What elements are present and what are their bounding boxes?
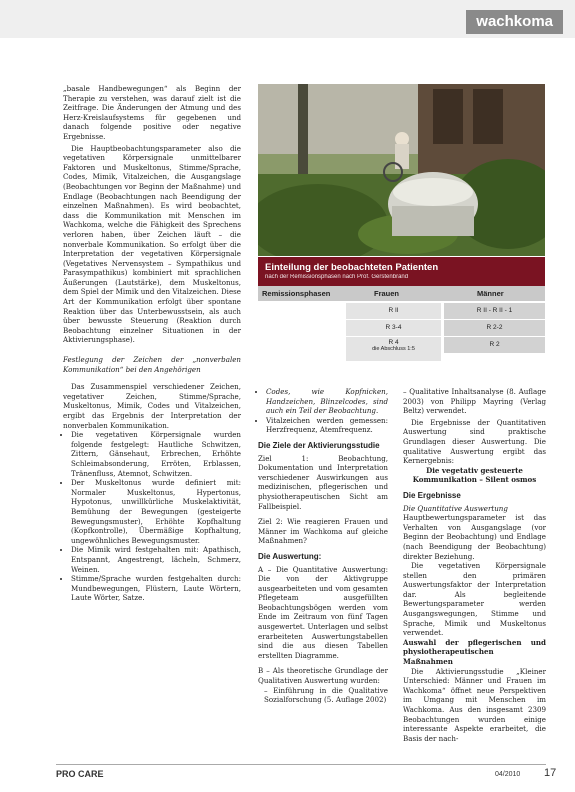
column-header-phase: Remissionsphasen — [262, 289, 331, 298]
table-row — [258, 337, 545, 359]
table-title: Einteilung der beobachteten Patienten — [265, 262, 439, 273]
footer-brand: PRO CARE — [56, 769, 104, 779]
subheading: Die Quantitative Auswertung — [403, 503, 508, 513]
column-header-men: Männer — [477, 289, 504, 298]
table-footnote: die Abschluss 1:5 — [372, 346, 415, 352]
list-item: • Vitalzeichen werden gemessen: Herzfrequenz, Atemfrequenz. — [266, 416, 388, 435]
section-heading: Die Auswertung: — [258, 551, 322, 561]
section-heading: Die Ziele der Aktivierungsstudie — [258, 440, 380, 450]
paragraph: B – Als theoretische Grundlage der Qualitativen Auswertung wurden: — [258, 666, 388, 686]
photo-garden — [258, 84, 545, 256]
footer-rule — [56, 764, 546, 765]
garden-photo-image — [258, 84, 545, 256]
caption: Festlegung der Zeichen der „nonverbalen Kommunikation“ bei den Angehörigen — [63, 355, 241, 374]
table-row — [258, 303, 545, 319]
paragraph-bold: Auswahl der pflegerischen und physiotherapeutischen Maßnahmen — [403, 637, 546, 667]
table-cell-value: R 4 — [388, 339, 399, 346]
table-cell: R II — [346, 303, 441, 319]
section-heading: Die Ergebnisse — [403, 490, 461, 500]
table-cell: R II - R II - 1 — [444, 303, 545, 319]
column-header-women: Frauen — [374, 289, 400, 298]
list-item: • Die vegetativen Körpersignale wurden folgende festgelegt: Hautliche Schwitzen, Zittern, Gänsehaut, Erbrechen, Erhöhte Schleimabsonderung, Erröten, Erblassen, Tränenfluss, Atemnot, Schwitzen. — [71, 430, 241, 478]
paragraph: „basale Handbewegungen“ als Beginn der Therapie zu verstehen, was darauf zielt ist die Zeitfrage. Die Änderungen der Atmung und des Herz-Kreislaufsystems für gegebenen und danach folgende positive oder negative Ergebnisse. — [63, 84, 241, 141]
table-cell: R 2 — [444, 337, 545, 353]
section-tag: wachkoma — [466, 10, 563, 34]
column-1 — [63, 84, 241, 603]
paragraph: Hauptbewertungsparameter ist das Verhalten von Ausgangslage (vor Beginn der Beobachtung) und Endlage (nach Beendigung der Beobachtung) direkter Beziehung. — [403, 513, 546, 561]
paragraph: Die Ergebnisse der Quantitativen Auswertung sind praktische Grundlagen dieser Auswertung. Die qualitative Auswertung ergibt das Kernergebnis: — [403, 417, 546, 466]
bullet-list — [258, 387, 388, 435]
list-item: • Die Mimik wird festgehalten mit: Apathisch, Entspannt, Angestrengt, lächeln, Schmerz, Weinen. — [71, 545, 241, 574]
paragraph: Ziel 1: Beobachtung, Dokumentation und Interpretation verschiedener Auswirkungen aus medizinischen, pflegerischen und physiotherapeutischen Sicht am Fallbeispiel. — [258, 453, 388, 511]
column-2 — [258, 387, 388, 705]
column-3 — [403, 387, 546, 743]
table-cell: R 2-2 — [444, 320, 545, 336]
table-subtitle: nach der Remissionsphasen nach Prof. Gerstenbrand — [265, 274, 409, 280]
page-footer — [0, 764, 575, 792]
page-number: 17 — [544, 767, 557, 779]
paragraph: A – Die Quantitative Auswertung: Die von der Aktivgruppe ausgearbeiteten und vom gesamten Pflegeteam ausgefüllten Beobachtungsbögen werden vom Ende im Zeitraum von fünf Tagen ausgewertet. Unterlagen und selbst erarbeiteten Auswertungstabellen sind die aus diesen Tabellen erstellten Diagramme. — [258, 564, 388, 660]
list-item: • Der Muskeltonus wurde definiert mit: Normaler Muskeltonus, Hypertonus, Hypotonus, unwillkürliche Muskelaktivität, Bemühung der Bewegungen (gesteigerte Bewegungsmuster), Erhöhte Kopfhaltung (Kopfkontrolle), Übermäßige Kopfhaltung, ungewöhnliches Bewegungsmuster. — [71, 478, 241, 545]
list-item: • Stimme/Sprache wurden festgehalten durch: Mundbewegungen, Flüstern, Laute Wörtern, Laute Wörter, Satze. — [71, 574, 241, 603]
paragraph: Die Hauptbeobachtungsparameter also die vegetativen Körpersignale unmittelbarer Faktoren und Muskeltonus, Stimme/Sprache, Codes, Mimik, Vitalzeichen, die Ausgangslage (Beobachtungen vor Beginn der Maßnahme) und Endlage (Beobachtungen nach Beendigung der einzelnen Maßnahmen). Es wird beobachtet, dass die Kommunikation mit Menschen im Wachkoma, welche die Fähigkeit des Sprechens verloren haben, über Zeichen läuft – die nonverbale Kommunikation. So erfolgt über die Interpretation der vegetativen Körpersignale (Vegetatives Nervensystem – Sympathikus und Parasympathikus) kombiniert mit sprachlichen Äußerungen (Lautstärke), dem Muskeltonus, dem Spiel der Mimik und den Vitalzeichen. Diese Art der Kommunikation erfolgt über spontane Reaktion über das Unterbewusstsein, als auch über bewusste Steuerung (Reaktion durch Beobachtung einzelner Situationen in der Aktivierungsphase). — [63, 143, 241, 345]
paragraph: – Einführung in die Qualitative Sozialforschung (5. Auflage 2002) — [264, 685, 388, 705]
paragraph: Das Zusammenspiel verschiedener Zeichen, vegetativer Zeichen, Stimme/Sprache, Muskeltonus, Mimik, Codes und Vitalzeichen, ergibt das Ergebnis der Interpretation der nonverbalen Kommunikation. — [63, 382, 241, 430]
list-item: • Codes, wie Kopfnicken, Handzeichen, Blinzelcodes, sind auch ein Teil der Beobachtung. — [266, 387, 388, 416]
table-cell — [346, 337, 441, 361]
paragraph: – Qualitative Inhaltsanalyse (8. Auflage 2003) von Philipp Mayring (Verlag Beltz) verwendet. — [403, 387, 546, 416]
paragraph-bold: Die vegetativ gesteuerte Kommunikation – Silent osmos — [412, 465, 537, 485]
paragraph: Die vegetativen Körpersignale stellen den primären Auswertungsfaktor der Interpretation dar. Als begleitende Bewertungsparameter werden Ausgangswegungen, Stimme und Sprache, Mimik und Muskeltonus verwendet. — [403, 561, 546, 638]
table-cell: R 3-4 — [346, 320, 441, 336]
table-row — [258, 320, 545, 336]
paragraph: Ziel 2: Wie reagieren Frauen und Männer im Wachkoma auf gleiche Maßnahmen? — [258, 517, 388, 546]
bullet-list — [63, 430, 241, 603]
paragraph: Die Aktivierungsstudie „Kleiner Unterschied: Männer und Frauen im Wachkoma“ öffnet neue Perspektiven im Umgang mit Menschen im Wachkoma. Aus den insgesamt 2309 Beobachtungen wurden einige interessante Aspekte erarbeitet, die Basis der nach- — [403, 666, 546, 743]
table-column-headers — [258, 286, 545, 301]
footer-issue: 04/2010 — [495, 771, 521, 778]
